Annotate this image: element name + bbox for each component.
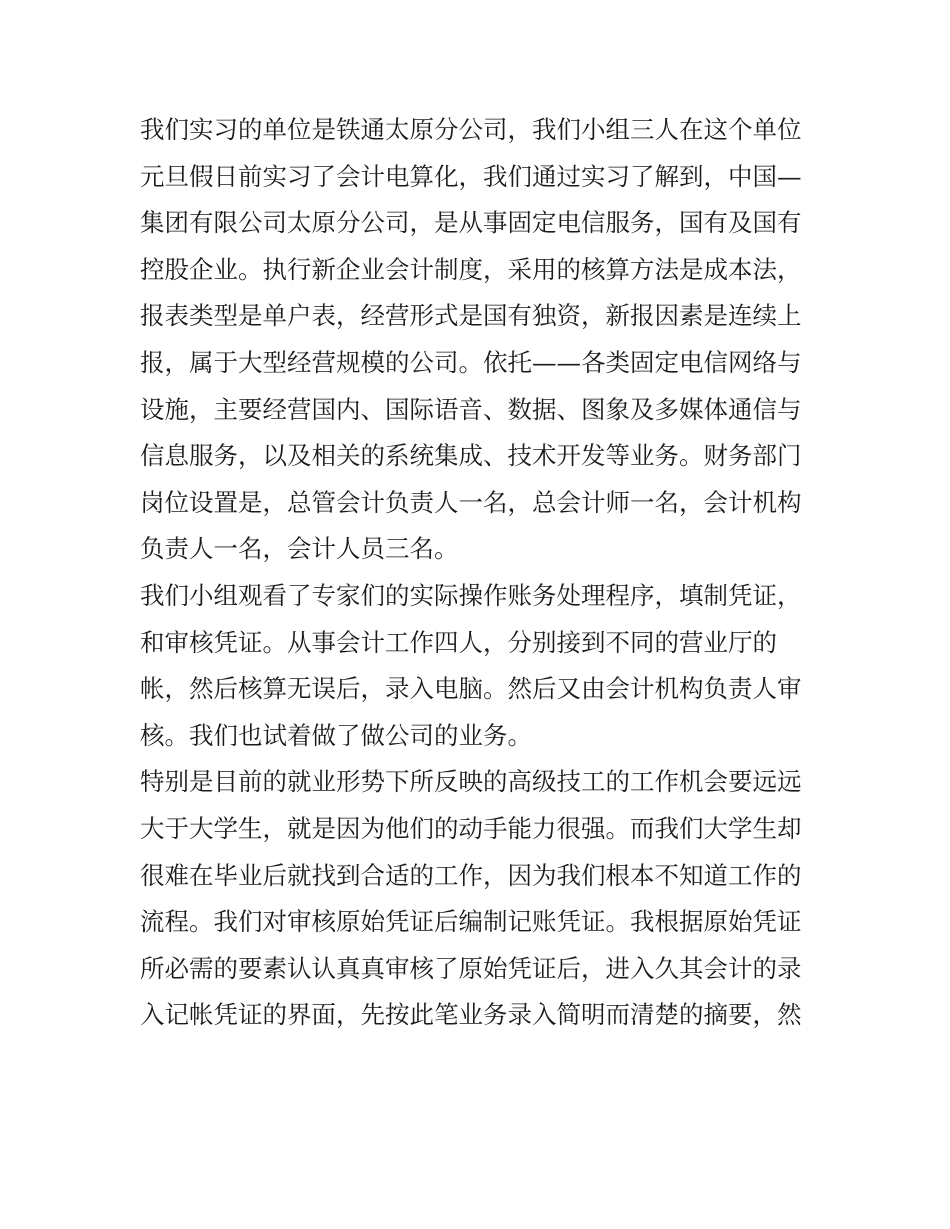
- text-line: 很难在毕业后就找到合适的工作，因为我们根本不知道工作的: [140, 860, 802, 890]
- text-line: 报，属于大型经营规模的公司。依托——各类固定电信网络与: [140, 347, 802, 377]
- text-line: 负责人一名，会计人员三名。: [140, 534, 459, 564]
- text-line: 大于大学生，就是因为他们的动手能力很强。而我们大学生却: [140, 813, 802, 843]
- text-line: 特别是目前的就业形势下所反映的高级技工的工作机会要远远: [140, 767, 802, 797]
- text-line: 岗位设置是，总管会计负责人一名，总会计师一名，会计机构: [140, 487, 802, 517]
- text-line: 和审核凭证。从事会计工作四人，分别接到不同的营业厅的: [140, 627, 777, 657]
- text-line: 帐，然后核算无误后，录入电脑。然后又由会计机构负责人审: [140, 674, 802, 704]
- text-line: 元旦假日前实习了会计电算化，我们通过实习了解到，中国—: [140, 161, 802, 191]
- text-line: 信息服务，以及相关的系统集成、技术开发等业务。财务部门: [140, 441, 802, 471]
- text-line: 控股企业。执行新企业会计制度，采用的核算方法是成本法，: [140, 254, 802, 284]
- text-line: 入记帐凭证的界面，先按此笔业务录入简明而清楚的摘要，然: [140, 1000, 802, 1030]
- body-text: [140, 107, 820, 1039]
- text-line: 核。我们也试着做了做公司的业务。: [140, 720, 532, 750]
- text-line: 集团有限公司太原分公司，是从事固定电信服务，国有及国有: [140, 208, 802, 238]
- text-line: 我们小组观看了专家们的实际操作账务处理程序，填制凭证，: [140, 580, 802, 610]
- text-line: 所必需的要素认认真真审核了原始凭证后，进入久其会计的录: [140, 953, 802, 983]
- text-line: 我们实习的单位是铁通太原分公司，我们小组三人在这个单位: [140, 115, 802, 144]
- text-line: 设施，主要经营国内、国际语音、数据、图象及多媒体通信与: [140, 394, 802, 424]
- text-line: 报表类型是单户表，经营形式是国有独资，新报因素是连续上: [140, 301, 802, 331]
- text-line: 流程。我们对审核原始凭证后编制记账凭证。我根据原始凭证: [140, 907, 802, 937]
